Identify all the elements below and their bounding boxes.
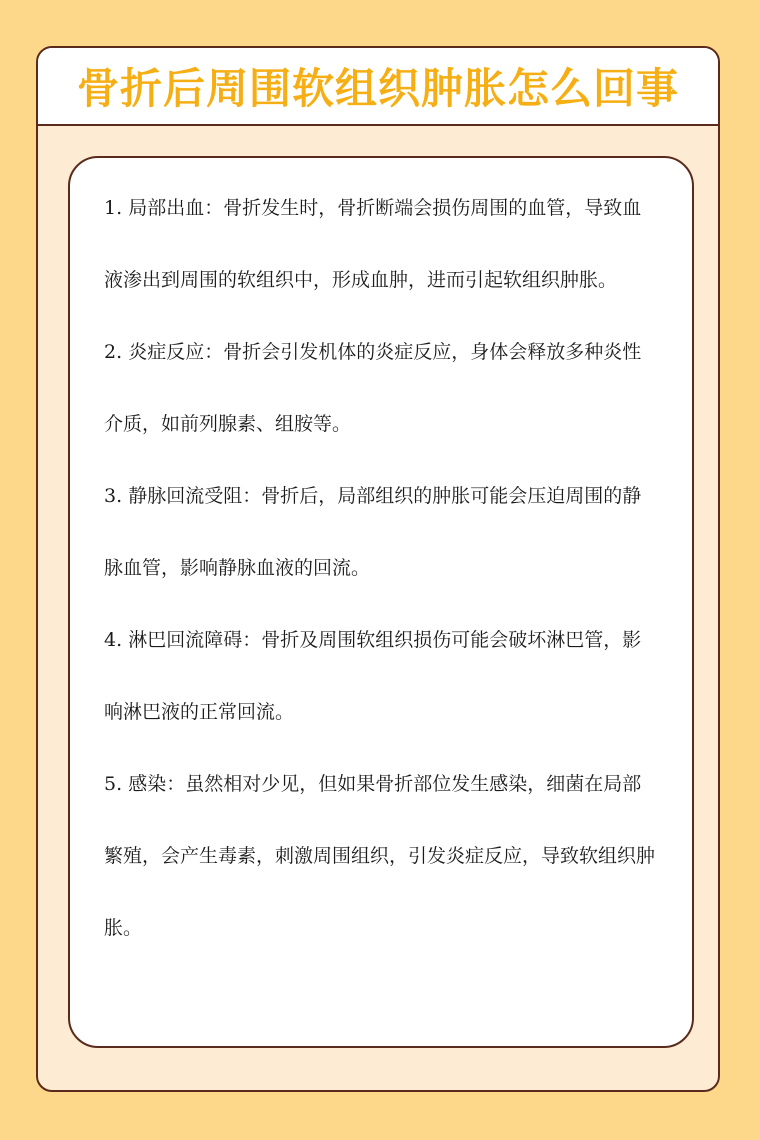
item-text: 炎症反应：骨折会引发机体的炎症反应，身体会释放多种炎性介质，如前列腺素、组胺等。	[104, 341, 642, 435]
item-number: 2.	[104, 341, 123, 363]
item-number: 3.	[104, 485, 123, 507]
item-text: 感染：虽然相对少见，但如果骨折部位发生感染，细菌在局部繁殖，会产生毒素，刺激周围组织，引发炎症反应，导致软组织肿胀。	[104, 773, 656, 939]
item-text: 局部出血：骨折发生时，骨折断端会损伤周围的血管，导致血液渗出到周围的软组织中，形成血肿，进而引起软组织肿胀。	[104, 197, 642, 291]
item-text: 静脉回流受阻：骨折后，局部组织的肿胀可能会压迫周围的静脉血管，影响静脉血液的回流。	[104, 485, 642, 579]
item-text: 淋巴回流障碍：骨折及周围软组织损伤可能会破坏淋巴管，影响淋巴液的正常回流。	[104, 629, 642, 723]
list-item	[104, 316, 658, 460]
page-title: 骨折后周围软组织肿胀怎么回事	[76, 64, 679, 113]
content-box	[68, 156, 694, 1048]
list-item	[104, 604, 658, 748]
item-number: 4.	[104, 629, 123, 651]
list-item	[104, 748, 658, 964]
title-bar	[38, 48, 718, 126]
item-number: 1.	[104, 197, 123, 219]
list-item	[104, 460, 658, 604]
list-item	[104, 172, 658, 316]
article-card	[36, 46, 720, 1092]
item-number: 5.	[104, 773, 123, 795]
